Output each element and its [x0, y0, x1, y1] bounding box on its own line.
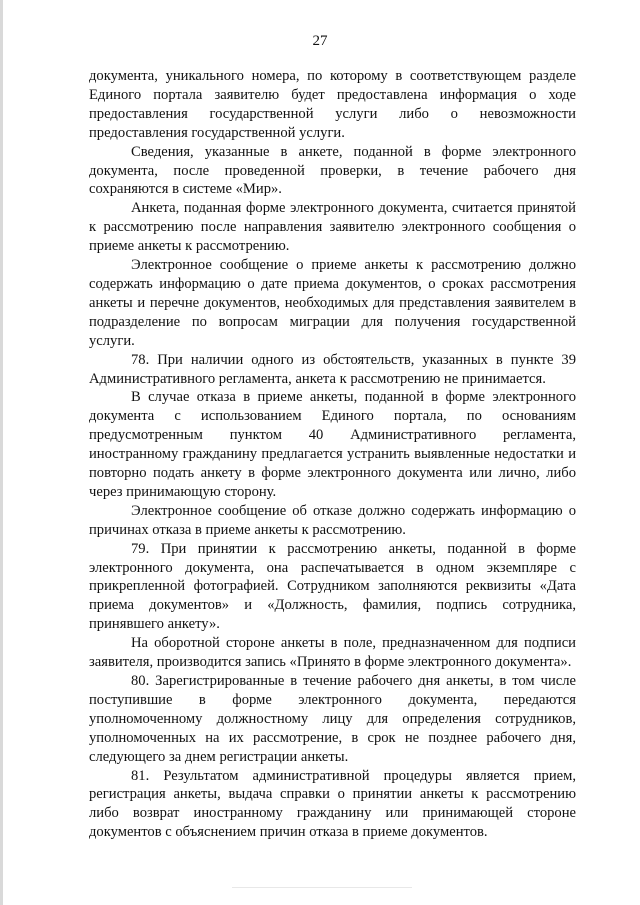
- scan-artifact-line: [232, 887, 412, 888]
- paragraph-item-79: 79. При принятии к рассмотрению анкеты, поданной в форме электронного документа, она распечатывается в одном экземпляре с прикрепленной фотографией. Сотрудником заполняются реквизиты «Дата приема документов» и «Должность, фамилия, подпись сотрудника, принявшего анкету».: [89, 540, 576, 633]
- paragraph-continuation: документа, уникального номера, по которому в соответствующем разделе Единого портала заявителю будет предоставлена информация о ходе предоставления государственной услуги либо о невозможности предоставления государственной услуги.: [89, 68, 576, 141]
- paragraph: Электронное сообщение о приеме анкеты к рассмотрению должно содержать информацию о дате приема документов, о сроках рассмотрения анкеты и перечне документов, необходимых для представления заявителем в подразделение по вопросам миграции для получения государственной услуги.: [89, 257, 576, 349]
- paragraph: На оборотной стороне анкеты в поле, предназначенном для подписи заявителя, производится запись «Принято в форме электронного документа».: [89, 635, 576, 671]
- paragraph: В случае отказа в приеме анкеты, поданной в форме электронного документа с использованием Единого портала, по основаниям предусмотренным пунктом 40 Административного регламента, иностранному гражданину предлагается устранить выявленные недостатки и повторно подать анкету в форме электронного документа или лично, либо через принимающую сторону.: [89, 389, 576, 500]
- paragraph: Анкета, поданная форме электронного документа, считается принятой к рассмотрению после направления заявителю электронного сообщения о приеме анкеты к рассмотрению.: [89, 200, 576, 255]
- paragraph-item-80: 80. Зарегистрированные в течение рабочего дня анкеты, в том числе поступившие в форме электронного документа, передаются уполномоченному должностному лицу для определения сотрудников, уполномоченных на их рассмотрение, в срок не позднее рабочего дня, следующего за днем регистрации анкеты.: [89, 673, 576, 765]
- scan-edge-shadow: [0, 0, 3, 905]
- paragraph: Сведения, указанные в анкете, поданной в форме электронного документа, после проведенной проверки, в течение рабочего дня сохраняются в системе «Мир».: [89, 143, 576, 198]
- paragraph: Электронное сообщение об отказе должно содержать информацию о причинах отказа в приеме анкеты к рассмотрению.: [89, 502, 576, 538]
- paragraph-item-78: 78. При наличии одного из обстоятельств, указанных в пункте 39 Административного регламента, анкета к рассмотрению не принимается.: [89, 351, 576, 387]
- page-number: 27: [312, 33, 328, 49]
- document-body: [89, 67, 576, 842]
- paragraph-item-81: 81. Результатом административной процедуры является прием, регистрация анкеты, выдача справки о принятии анкеты к рассмотрению либо возврат иностранному гражданину или принимающей стороне документов с объяснением причин отказа в приеме документов.: [89, 767, 576, 841]
